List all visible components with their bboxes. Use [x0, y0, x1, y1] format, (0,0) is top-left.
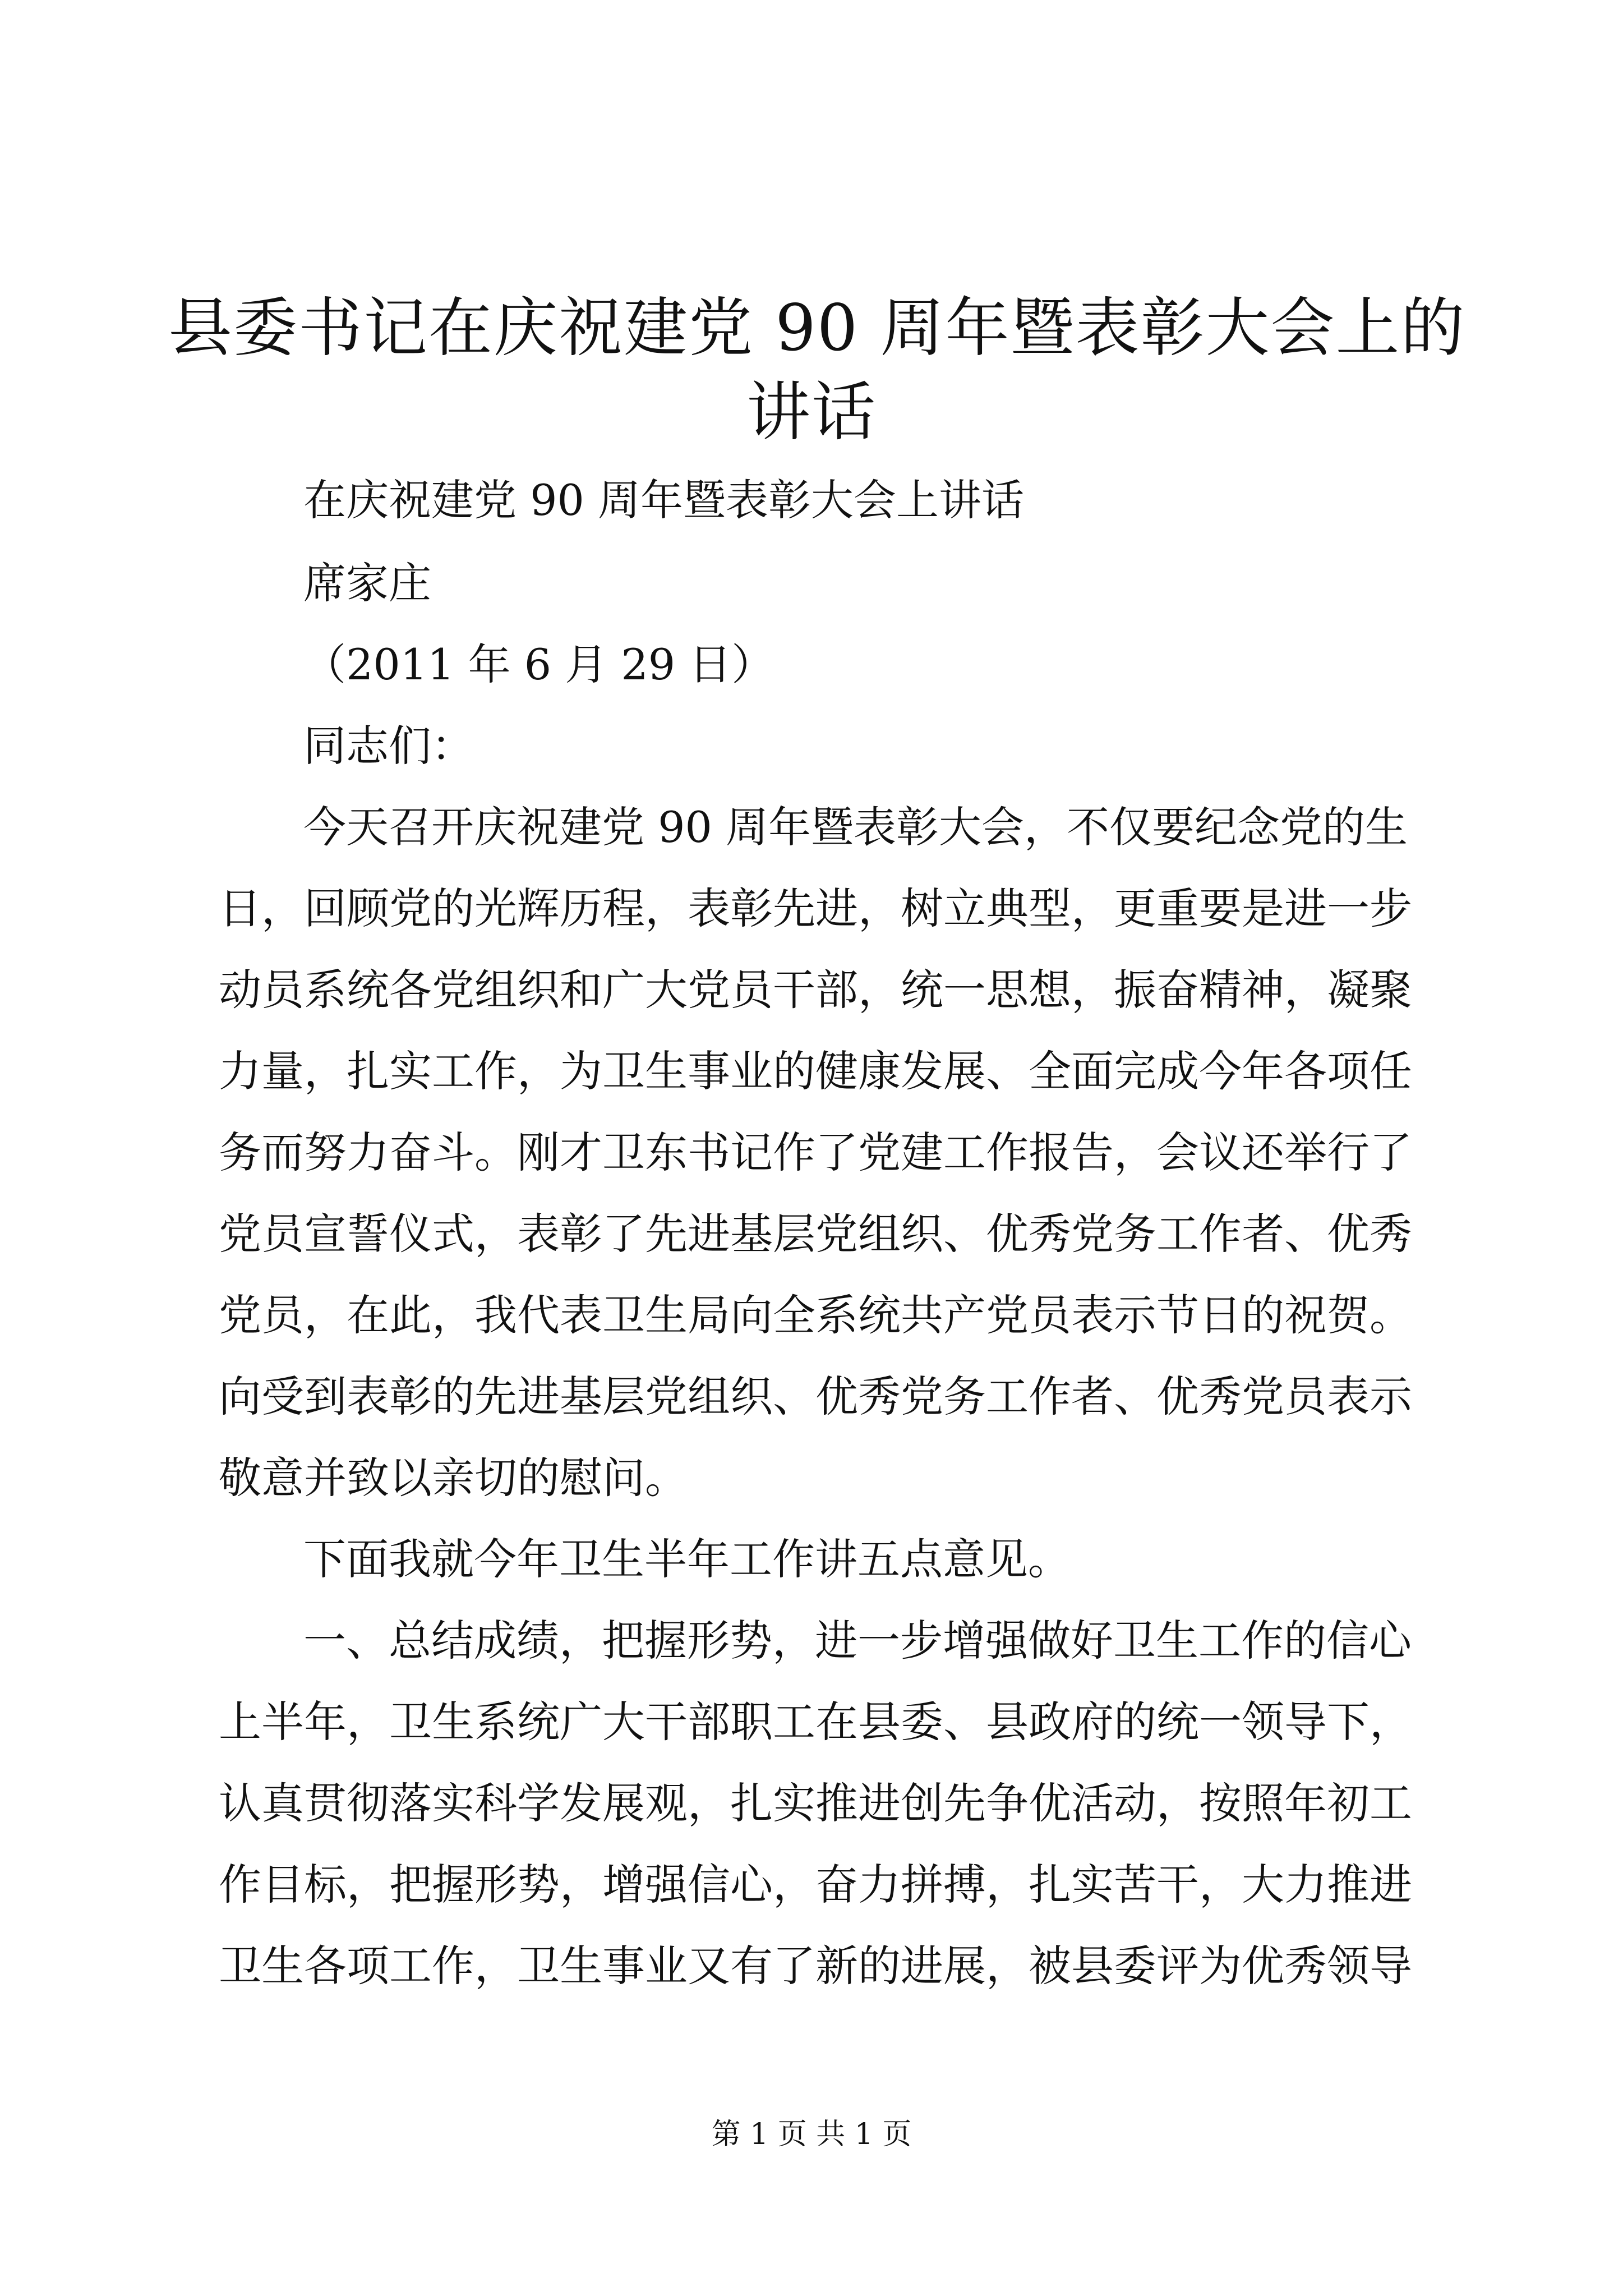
paragraph1-line: 敬意并致以亲切的慰问。	[219, 1453, 688, 1503]
paragraph1-line: 向受到表彰的先进基层党组织、优秀党务工作者、优秀党员表示	[219, 1372, 1412, 1421]
paragraph2: 下面我就今年卫生半年工作讲五点意见。	[303, 1534, 1071, 1584]
document-title-line1: 县委书记在庆祝建党 90 周年暨表彰大会上的	[168, 291, 1466, 365]
author: 席家庄	[303, 558, 431, 608]
paragraph1-line: 日，回顾党的光辉历程，表彰先进，树立典型，更重要是进一步	[219, 884, 1412, 933]
paragraph1-line: 党员，在此，我代表卫生局向全系统共产党员表示节日的祝贺。	[219, 1290, 1412, 1340]
paragraph1-line: 务而努力奋斗。刚才卫东书记作了党建工作报告，会议还举行了	[219, 1128, 1412, 1177]
paragraph1-line: 党员宣誓仪式，表彰了先进基层党组织、优秀党务工作者、优秀	[219, 1209, 1412, 1259]
paragraph1-line: 力量，扎实工作，为卫生事业的健康发展、全面完成今年各项任	[219, 1046, 1412, 1096]
paragraph1-line: 动员系统各党组织和广大党员干部，统一思想，振奋精神，凝聚	[219, 965, 1412, 1015]
document-title-line2: 讲话	[746, 375, 877, 449]
salutation: 同志们：	[303, 721, 474, 771]
section1-heading: 一、总结成绩，把握形势，进一步增强做好卫生工作的信心	[303, 1616, 1412, 1665]
subtitle: 在庆祝建党 90 周年暨表彰大会上讲话	[303, 475, 1025, 525]
paragraph3-line: 卫生各项工作，卫生事业又有了新的进展，被县委评为优秀领导	[219, 1941, 1412, 1991]
paragraph1-line: 今天召开庆祝建党 90 周年暨表彰大会，不仅要纪念党的生	[303, 802, 1408, 852]
page-footer: 第 1 页 共 1 页	[711, 2118, 912, 2151]
paragraph3-line: 上半年，卫生系统广大干部职工在县委、县政府的统一领导下，	[219, 1697, 1412, 1747]
paragraph3-line: 作目标，把握形势，增强信心，奋力拼搏，扎实苦干，大力推进	[219, 1860, 1412, 1910]
date: （2011 年 6 月 29 日）	[303, 639, 774, 689]
paragraph3-line: 认真贯彻落实科学发展观，扎实推进创先争优活动，按照年初工	[219, 1778, 1412, 1828]
